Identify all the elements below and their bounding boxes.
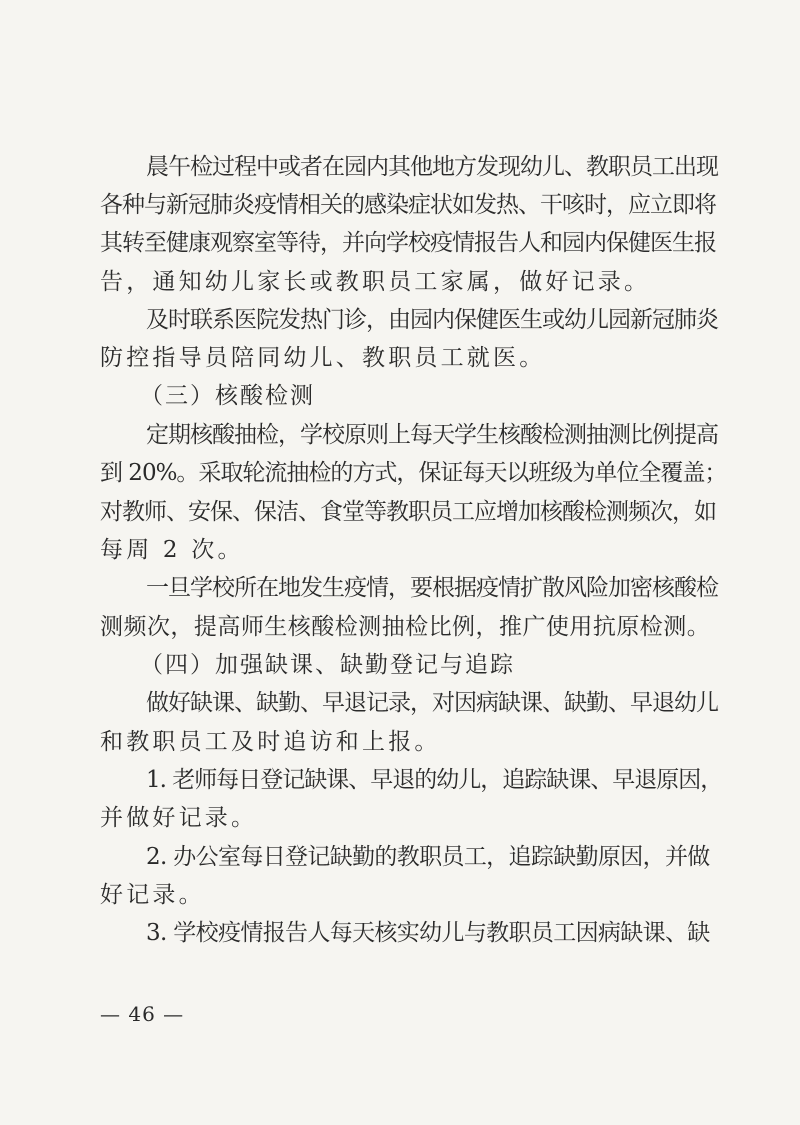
paragraph-4-line-2: 到 20%。采取轮流抽检的方式，保证每天以班级为单位全覆盖； bbox=[100, 460, 727, 486]
section-heading-4: （四）加强缺课、缺勤登记与追踪 bbox=[140, 652, 515, 678]
paragraph-1-line-2: 各种与新冠肺炎疫情相关的感染症状如发热、干咳时，应立即将 bbox=[100, 192, 716, 218]
paragraph-2-line-1: 及时联系医院发热门诊，由园内保健医生或幼儿园新冠肺炎 bbox=[146, 307, 718, 333]
paragraph-1-line-1: 晨午检过程中或者在园内其他地方发现幼儿、教职员工出现 bbox=[146, 154, 718, 180]
paragraph-4-line-4: 每周 2 次。 bbox=[100, 537, 244, 563]
paragraph-4-line-3: 对教师、安保、保洁、食堂等教职员工应增加核酸检测频次，如 bbox=[100, 499, 716, 525]
paragraph-5-line-2: 测频次，提高师生核酸检测抽检比例，推广使用抗原检测。 bbox=[100, 614, 711, 640]
list-item-2-line-2: 好记录。 bbox=[100, 882, 205, 908]
list-item-1-line-1: 1. 老师每日登记缺课、早退的幼儿，追踪缺课、早退原因， bbox=[146, 767, 723, 793]
paragraph-7-line-2: 和教职员工及时追访和上报。 bbox=[100, 729, 441, 755]
paragraph-1-line-3: 其转至健康观察室等待，并向学校疫情报告人和园内保健医生报 bbox=[100, 230, 716, 256]
page-number: — 46 — bbox=[100, 1002, 185, 1026]
section-heading-3: （三）核酸检测 bbox=[140, 383, 315, 409]
paragraph-2-line-2: 防控指导员陪同幼儿、教职员工就医。 bbox=[100, 345, 546, 371]
paragraph-7-line-1: 做好缺课、缺勤、早退记录，对因病缺课、缺勤、早退幼儿 bbox=[146, 690, 718, 716]
list-item-2-line-1: 2. 办公室每日登记缺勤的教职员工，追踪缺勤原因，并做 bbox=[146, 844, 710, 870]
paragraph-5-line-1: 一旦学校所在地发生疫情，要根据疫情扩散风险加密核酸检 bbox=[146, 575, 718, 601]
paragraph-1-line-4: 告，通知幼儿家长或教职员工家属，做好记录。 bbox=[100, 269, 651, 295]
list-item-1-line-2: 并做好记录。 bbox=[100, 805, 258, 831]
paragraph-4-line-1: 定期核酸抽检，学校原则上每天学生核酸检测抽测比例提高 bbox=[146, 422, 718, 448]
list-item-3-line-1: 3. 学校疫情报告人每天核实幼儿与教职员工因病缺课、缺 bbox=[146, 920, 710, 946]
